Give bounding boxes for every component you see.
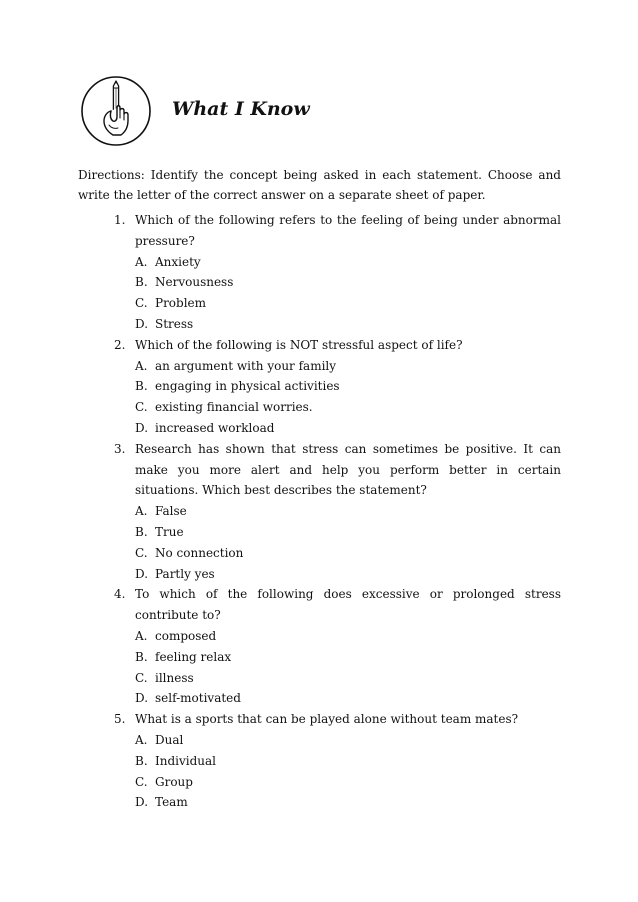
- option-letter: D.: [135, 316, 149, 331]
- section-header: [80, 75, 560, 150]
- option-letter: B.: [135, 275, 148, 290]
- option-text: True: [155, 524, 184, 539]
- answer-option: [135, 397, 561, 418]
- answer-option: [135, 293, 561, 314]
- option-letter: C.: [135, 545, 148, 560]
- option-text: an argument with your family: [155, 358, 337, 373]
- answer-option: [135, 792, 561, 813]
- option-text: No connection: [155, 545, 244, 560]
- answer-option: [135, 564, 561, 585]
- question-number: 2.: [114, 337, 126, 352]
- option-letter: B.: [135, 649, 148, 664]
- answer-option: [135, 668, 561, 689]
- answer-option: [135, 501, 561, 522]
- question-text: To which of the following does excessive or prolonged stress contribute to?: [135, 587, 561, 623]
- option-letter: C.: [135, 774, 148, 789]
- option-text: feeling relax: [155, 649, 232, 664]
- question-text: What is a sports that can be played alone without team mates?: [135, 712, 519, 727]
- option-letter: B.: [135, 524, 148, 539]
- option-text: engaging in physical activities: [155, 379, 340, 394]
- question-number: 4.: [114, 587, 126, 602]
- answer-option: [135, 314, 561, 335]
- answer-options: [135, 356, 561, 439]
- question-item: [114, 210, 561, 335]
- option-letter: B.: [135, 379, 148, 394]
- option-letter: C.: [135, 400, 148, 415]
- option-text: Stress: [155, 316, 194, 331]
- option-text: Nervousness: [155, 275, 234, 290]
- option-letter: C.: [135, 296, 148, 311]
- directions-text: Directions: Identify the concept being asked in each statement. Choose and write the letter of the correct answer on a separate sheet of paper.: [78, 168, 561, 202]
- question-item: [114, 584, 561, 709]
- answer-option: [135, 626, 561, 647]
- answer-option: [135, 751, 561, 772]
- question-list: [114, 210, 561, 813]
- option-text: Team: [155, 795, 188, 810]
- option-text: Dual: [155, 732, 184, 747]
- option-letter: B.: [135, 753, 148, 768]
- answer-option: [135, 418, 561, 439]
- option-text: composed: [155, 628, 217, 643]
- question-item: [114, 335, 561, 439]
- answer-option: [135, 356, 561, 377]
- option-text: False: [155, 504, 187, 519]
- option-text: increased workload: [155, 420, 275, 435]
- option-letter: D.: [135, 795, 149, 810]
- answer-option: [135, 543, 561, 564]
- option-letter: A.: [135, 254, 148, 269]
- option-text: Partly yes: [155, 566, 215, 581]
- option-letter: D.: [135, 420, 149, 435]
- question-item: [114, 439, 561, 585]
- option-letter: A.: [135, 504, 148, 519]
- answer-option: [135, 376, 561, 397]
- answer-options: [135, 501, 561, 584]
- section-title: What I Know: [172, 98, 310, 120]
- option-letter: D.: [135, 691, 149, 706]
- option-text: Anxiety: [155, 254, 201, 269]
- answer-option: [135, 647, 561, 668]
- option-letter: C.: [135, 670, 148, 685]
- answer-option: [135, 688, 561, 709]
- option-letter: A.: [135, 732, 148, 747]
- hand-holding-pencil-icon: [80, 75, 152, 147]
- answer-options: [135, 252, 561, 335]
- option-letter: A.: [135, 628, 148, 643]
- question-number: 3.: [114, 441, 126, 456]
- option-letter: D.: [135, 566, 149, 581]
- option-text: existing financial worries.: [155, 400, 313, 415]
- question-number: 1.: [114, 213, 126, 227]
- option-letter: A.: [135, 358, 148, 373]
- question-text: Research has shown that stress can sometimes be positive. It can make you more alert and help you perform better in certain situations. Which best describes the statement?: [135, 441, 561, 498]
- answer-option: [135, 730, 561, 751]
- option-text: Problem: [155, 296, 207, 311]
- option-text: Individual: [155, 753, 217, 768]
- answer-options: [135, 626, 561, 709]
- answer-option: [135, 522, 561, 543]
- answer-option: [135, 772, 561, 793]
- answer-options: [135, 730, 561, 813]
- option-text: Group: [155, 774, 193, 789]
- option-text: illness: [155, 670, 194, 685]
- question-number: 5.: [114, 712, 126, 727]
- option-text: self-motivated: [155, 691, 241, 706]
- answer-option: [135, 252, 561, 273]
- question-text: Which of the following is NOT stressful aspect of life?: [135, 337, 463, 352]
- question-text: Which of the following refers to the feeling of being under abnormal pressure?: [135, 213, 561, 248]
- answer-option: [135, 272, 561, 293]
- question-item: [114, 709, 561, 813]
